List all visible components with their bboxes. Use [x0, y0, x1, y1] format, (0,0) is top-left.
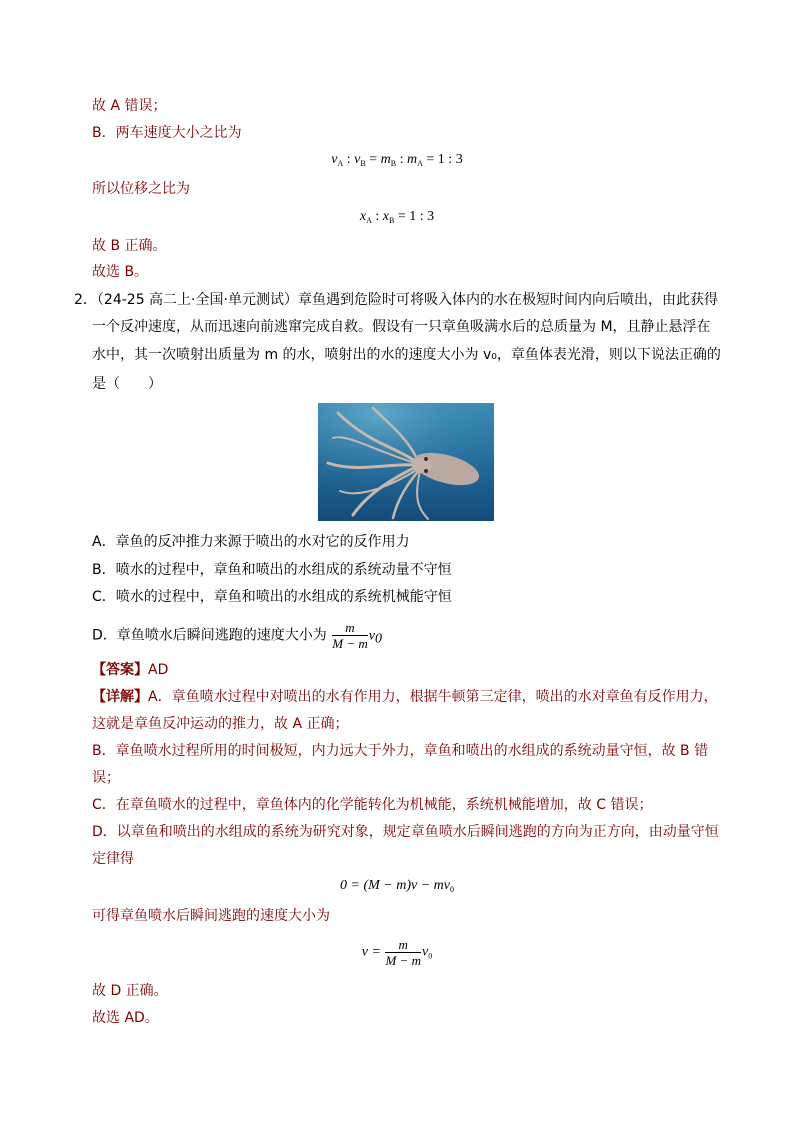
- answer-label: 【答案】: [92, 662, 148, 678]
- text-line: 故选 B。: [92, 264, 149, 280]
- option-a: A．章鱼的反冲推力来源于喷出的水对它的反作用力: [92, 534, 410, 550]
- explanation-line-5: C．在章鱼喷水的过程中，章鱼体内的化学能转化为机械能，系统机械能增加，故 C 错误；: [92, 797, 653, 813]
- explanation-label: 【详解】: [92, 689, 148, 705]
- option-c: C．喷水的过程中，章鱼和喷出的水组成的系统机械能守恒: [92, 589, 452, 605]
- question-stem-line-4: 是（ ）: [92, 376, 162, 392]
- question-stem-line-1: 2．（24-25 高二上·全国·单元测试）章鱼遇到危险时可将吸入体内的水在极短时间内向后喷出，由此获得: [74, 292, 718, 308]
- question-number: 2．: [74, 292, 97, 308]
- option-b: B．喷水的过程中，章鱼和喷出的水组成的系统动量不守恒: [92, 562, 452, 578]
- formula-velocity: v = $\frac{m}{M - m}$ $v_0$: [361, 937, 433, 968]
- explanation-line-1: 【详解】A．章鱼喷水过程中对喷出的水有作用力，根据牛顿第三定律，喷出的水对章鱼有反作用力，: [92, 689, 718, 705]
- option-d-fraction: $\frac{m}{M - m}$: [332, 620, 368, 651]
- explanation-line-6: D．以章鱼和喷出的水组成的系统为研究对象，规定章鱼喷水后瞬间逃跑的方向为正方向，由动量守恒: [92, 824, 719, 840]
- text-line: 故 A 错误；: [92, 98, 167, 114]
- explanation-line-2: 这就是章鱼反冲运动的推力，故 A 正确；: [92, 716, 349, 732]
- formula-velocity-ratio: $v_A$ : $v_B = m_B$ : $m_A = 1$ : 3: [331, 152, 463, 168]
- question-stem-line-3: 水中，其一次喷射出质量为 m 的水，喷射出的水的速度大小为 v₀，章鱼体表光滑，则以下说法正确的: [92, 347, 721, 363]
- formula-displacement-ratio: $x_A$ : $x_B = 1$ : 3: [359, 209, 435, 225]
- octopus-icon: [318, 403, 494, 521]
- answer-value: AD: [148, 662, 169, 678]
- question-stem-line-2: 一个反冲速度，从而迅速向前逃窜完成自救。假设有一只章鱼吸满水后的总质量为 M，且静止悬浮在: [92, 319, 711, 335]
- octopus-photo: [318, 403, 494, 521]
- text-line: 故 B 正确。: [92, 238, 167, 254]
- answer-line: [92, 660, 168, 680]
- explanation-line-8: 可得章鱼喷水后瞬间逃跑的速度大小为: [92, 908, 330, 924]
- formula-momentum: $0 = (M - m)v - mv_0$: [340, 878, 454, 894]
- option-d: D．章鱼喷水后瞬间逃跑的速度大小为 $\frac{m}{M - m}$ $v_0$: [92, 620, 382, 651]
- question-source: （24-25 高二上·全国·单元测试）: [96, 292, 298, 308]
- explanation-line-3: B．章鱼喷水过程所用的时间极短，内力远大于外力，章鱼和喷出的水组成的系统动量守恒，故 B 错: [92, 743, 709, 759]
- text-line: B．两车速度大小之比为: [92, 125, 242, 141]
- explanation-line-4: 误；: [92, 770, 120, 786]
- explanation-line-10: 故选 AD。: [92, 1010, 159, 1026]
- explanation-line-9: 故 D 正确。: [92, 983, 168, 999]
- text-line: 所以位移之比为: [92, 181, 190, 197]
- explanation-line-7: 定律得: [92, 851, 134, 867]
